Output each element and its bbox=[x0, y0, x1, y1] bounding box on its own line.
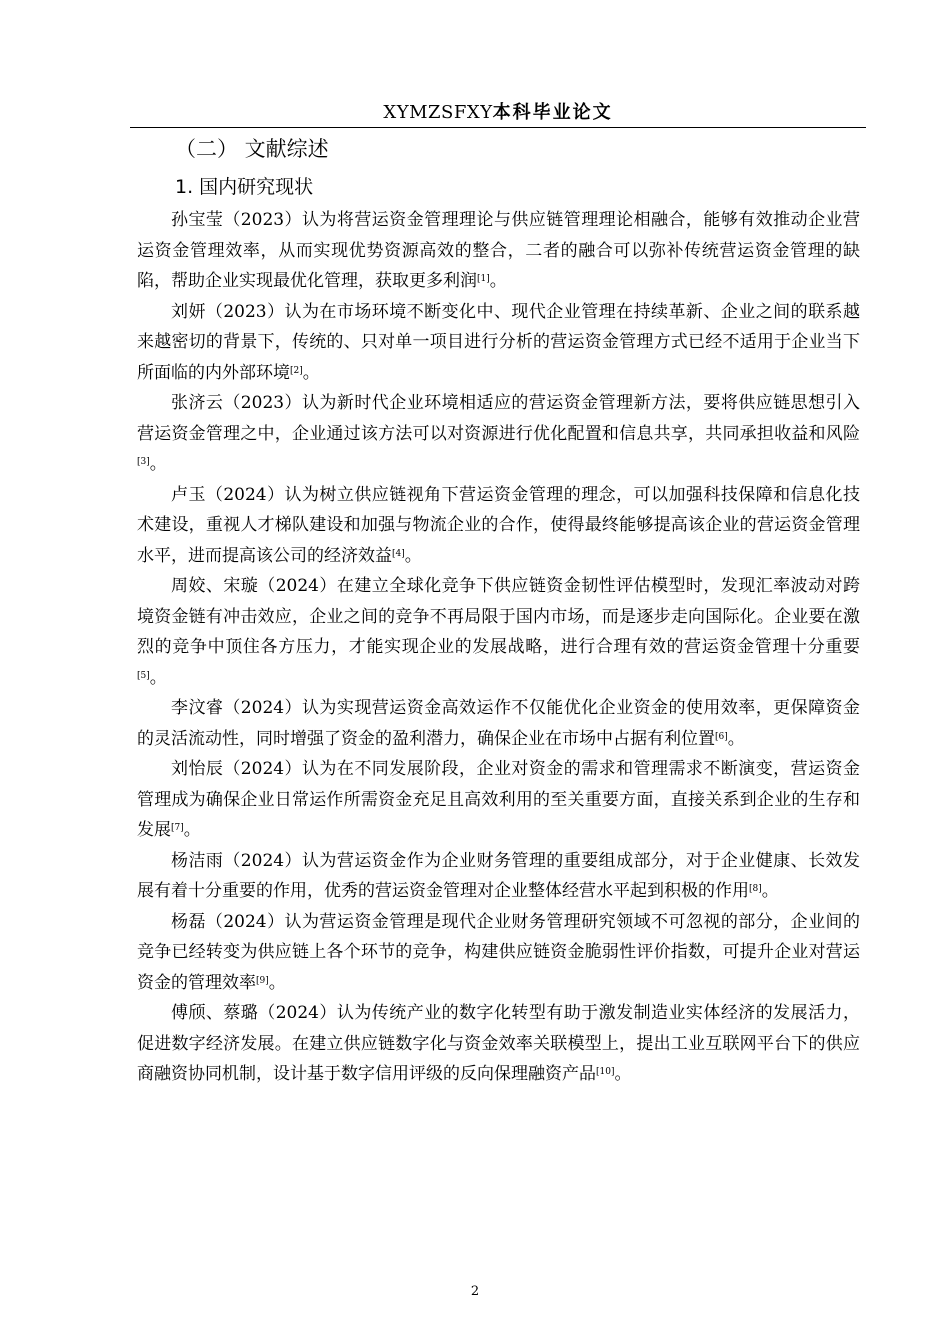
subsection-title: 1. 国内研究现状 bbox=[175, 176, 314, 198]
paragraph-7 bbox=[137, 754, 860, 846]
paragraph-end: 。 bbox=[614, 1064, 632, 1084]
paragraph-text: 杨磊（2024）认为营运资金管理是现代企业财务管理研究领域不可忽视的部分，企业间的竞争已经转变为供应链上各个环节的竞争，构建供应链资金脆弱性评价指数，可提升企业对营运资金的管理效率 bbox=[137, 911, 860, 993]
section-title: （二） 文献综述 bbox=[175, 137, 329, 161]
paragraph-end: 。 bbox=[404, 545, 422, 566]
citation-ref: [3] bbox=[137, 457, 150, 467]
citation-ref: [10] bbox=[596, 1067, 615, 1077]
paragraph-end: 。 bbox=[149, 667, 167, 688]
paragraph-text: 刘怡辰（2024）认为在不同发展阶段，企业对资金的需求和管理需求不断演变，营运资金管理成为确保企业日常运作所需资金充足且高效利用的至关重要方面，直接关系到企业的生存和发展 bbox=[137, 759, 860, 840]
paragraph-end: 。 bbox=[727, 728, 745, 749]
paragraph-end: 。 bbox=[489, 271, 507, 291]
paragraph-5 bbox=[137, 571, 860, 693]
paragraph-2 bbox=[137, 297, 860, 389]
paragraph-text: 杨洁雨（2024）认为营运资金作为企业财务管理的重要组成部分，对于企业健康、长效发展有着十分重要的作用，优秀的营运资金管理对企业整体经营水平起到积极的作用 bbox=[137, 850, 860, 901]
citation-ref: [5] bbox=[137, 670, 150, 681]
paragraph-end: 。 bbox=[149, 454, 167, 474]
paragraph-1 bbox=[137, 205, 860, 297]
citation-ref: [1] bbox=[477, 274, 490, 284]
paragraph-text: 刘妍（2023）认为在市场环境不断变化中、现代企业管理在持续革新、企业之间的联系越来越密切的背景下，传统的、只对单一项目进行分析的营运资金管理方式已经不适用于企业当下所面临的内外部环境 bbox=[137, 301, 860, 383]
paragraph-10 bbox=[137, 998, 860, 1090]
body-text bbox=[137, 205, 860, 1090]
paragraph-text: 周姣、宋璇（2024）在建立全球化竞争下供应链资金韧性评估模型时，发现汇率波动对跨境资金链有冲击效应，企业之间的竞争不再局限于国内市场，而是逐步走向国际化。企业要在激烈的竞争中顶住各方压力，才能实现企业的发展战略，进行合理有效的营运资金管理十分重要 bbox=[137, 576, 860, 657]
paragraph-end: 。 bbox=[761, 881, 779, 901]
running-header bbox=[130, 100, 866, 126]
paragraph-end: 。 bbox=[302, 362, 320, 383]
citation-ref: [4] bbox=[392, 548, 405, 559]
citation-ref: [7] bbox=[171, 823, 184, 833]
citation-ref: [9] bbox=[256, 975, 269, 986]
paragraph-text: 孙宝莹（2023）认为将营运资金管理理论与供应链管理理论相融合，能够有效推动企业营运资金管理效率，从而实现优势资源高效的整合，二者的融合可以弥补传统营运资金管理的缺陷，帮助企业实现最优化管理，获取更多利润 bbox=[137, 210, 860, 291]
citation-ref: [6] bbox=[715, 731, 728, 742]
paragraph-6 bbox=[137, 693, 860, 754]
header-rule bbox=[130, 127, 866, 128]
paragraph-4 bbox=[137, 480, 860, 572]
citation-ref: [8] bbox=[749, 884, 762, 894]
paragraph-end: 。 bbox=[183, 820, 201, 840]
paragraph-8 bbox=[137, 846, 860, 907]
header-latin: XYMZSFXY bbox=[383, 102, 493, 123]
paragraph-9 bbox=[137, 907, 860, 999]
paragraph-3 bbox=[137, 388, 860, 480]
paragraph-end: 。 bbox=[268, 972, 286, 993]
paragraph-text: 李汶睿（2024）认为实现营运资金高效运作不仅能优化企业资金的使用效率，更保障资金的灵活流动性，同时增强了资金的盈利潜力，确保企业在市场中占据有利位置 bbox=[137, 698, 860, 749]
paragraph-text: 卢玉（2024）认为树立供应链视角下营运资金管理的理念，可以加强科技保障和信息化技术建设，重视人才梯队建设和加强与物流企业的合作，使得最终能够提高该企业的营运资金管理水平，进而提高该公司的经济效益 bbox=[137, 484, 860, 566]
citation-ref: [2] bbox=[290, 365, 303, 376]
header-title: 本科毕业论文 bbox=[492, 102, 613, 123]
page-number: 2 bbox=[470, 1284, 480, 1299]
paragraph-text: 傅颀、蔡璐（2024）认为传统产业的数字化转型有助于激发制造业实体经济的发展活力，促进数字经济发展。在建立供应链数字化与资金效率关联模型上，提出工业互联网平台下的供应商融资协同机制，设计基于数字信用评级的反向保理融资产品 bbox=[137, 1003, 860, 1084]
paragraph-text: 张济云（2023）认为新时代企业环境相适应的营运资金管理新方法，要将供应链思想引入营运资金管理之中，企业通过该方法可以对资源进行优化配置和信息共享，共同承担收益和风险 bbox=[137, 393, 860, 444]
